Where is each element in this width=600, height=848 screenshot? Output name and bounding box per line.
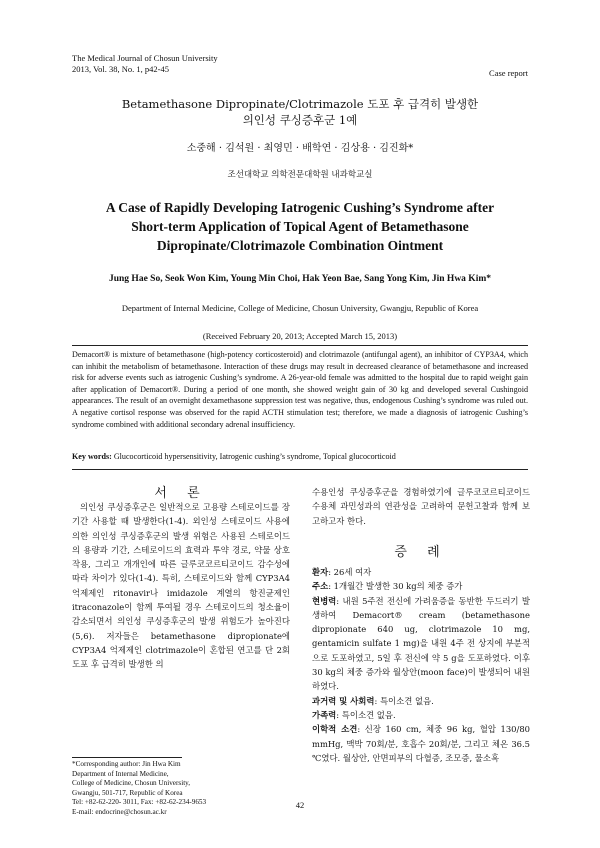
case-details <box>312 565 530 765</box>
abstract-bottom-rule <box>72 469 528 470</box>
intro-continuation-column <box>312 485 530 528</box>
journal-citation <box>72 53 218 75</box>
footnote-dept: Department of Internal Medicine, <box>72 769 169 778</box>
received-dates: (Received February 20, 2013; Accepted March 15, 2013) <box>202 331 398 341</box>
korean-title <box>60 96 540 128</box>
english-title-line3: Dipropinate/Clotrimazole Combination Ointment <box>156 238 444 253</box>
case-item-past-history: 과거력 및 사회력: 특이소견 없음. <box>312 695 434 706</box>
abstract-text: Demacort® is mixture of betamethasone (high-potency corticosteroid) and clotrimazole (antifungal agent), an inhibitor of CYP3A4, which can inhibit the metabolism of betamethasone. Interaction of these drugs may result in decreased clearance of betamethasone and increased risk for adverse events such as iatrogenic Cushing’s syndrome. A 26-year-old female was admitted to the hospital due to rapid weight gain after application of Demacort®. During a period of one month, she showed weight gain of 30 kg and developed several Cushingoid appearances. The result of an overnight dexamethasone suppression test was negative, thus, endogenous Cushing’s syndrome was ruled out. A negative cortisol response was observed for the rapid ACTH stimulation test; therefore, we made a diagnosis of iatrogenic Cushing’s syndrome combined with additional secondary adrenal insufficiency. <box>72 350 528 429</box>
case-item-present-illness: 현병력: 내원 5주전 전신에 가려움증을 동반한 두드러기 발생하여 Demacort® cream (betamethasone dipropionate 640 ug, clotrimazole 10 mg, gentamicin sulfate 1 mg)을 내원 4주 전 상지에 부분적으로 도포하였고, 5일 후 전신에 약 5 g을 도포하였다. 이후 30 kg의 체중 증가와 월상안(moon face)이 발생되어 내원하였다. <box>312 595 530 692</box>
english-title-line2: Short-term Application of Topical Agent of Betamethasone <box>131 219 469 234</box>
case-item-family-history: 가족력: 특이소견 없음. <box>312 709 396 720</box>
footnote-phone: Tel: +82-62-220- 3011, Fax: +82-62-234-9653 <box>72 798 207 807</box>
article-type-label: Case report <box>489 68 528 78</box>
english-title-line1: A Case of Rapidly Developing Iatrogenic Cushing’s Syndrome after <box>105 200 495 215</box>
english-authors: Jung Hae So, Seok Won Kim, Young Min Choi, Hak Yeon Bae, Sang Yong Kim, Jin Hwa Kim* <box>108 274 491 284</box>
journal-name: The Medical Journal of Chosun University <box>72 53 218 63</box>
footnote-college: College of Medicine, Chosun University, <box>72 779 191 788</box>
case-heading: 증 례 <box>394 545 448 560</box>
korean-affiliation: 조선대학교 의학전문대학원 내과학교실 <box>227 170 373 180</box>
korean-title-line1: Betamethasone Dipropinate/Clotrimazole 도포 후 급격히 발생한 <box>121 97 479 111</box>
korean-title-line2: 의인성 쿠싱증후군 1예 <box>242 113 358 127</box>
footnote-rule <box>72 757 182 758</box>
case-item-physical-exam: 이학적 소견: 신장 160 cm, 체중 96 kg, 혈압 130/80 mmHg, 맥박 70회/분, 호흡수 20회/분, 그리고 체온 36.5 ℃였다. 월상안, 안면피부의 다혈증, 조모증, 물소혹 <box>312 724 530 763</box>
footnote-email: E-mail: endocrine@chosun.ac.kr <box>72 807 167 816</box>
intro-column <box>72 500 290 672</box>
footnote-address: Gwangju, 501-717, Republic of Korea <box>72 788 183 797</box>
case-item-patient: 환자: 26세 여자 <box>312 567 372 577</box>
abstract-top-rule <box>72 345 528 346</box>
keywords <box>72 451 528 463</box>
journal-volume: 2013, Vol. 38, No. 1, p42-45 <box>72 64 169 74</box>
intro-continuation: 수용인성 쿠싱증후군을 경험하였기에 글루코코르티코이드수용체 과민성과의 연관성을 고려하여 문헌고찰과 함께 보고하고자 한다. <box>312 487 530 526</box>
page-number: 42 <box>295 800 305 810</box>
english-affiliation: Department of Internal Medicine, College of Medicine, Chosun University, Gwangju, Republic of Korea <box>121 303 479 313</box>
english-title <box>60 198 540 255</box>
case-item-chief-complaint: 주소: 1개월간 발생한 30 kg의 체중 증가 <box>312 581 463 592</box>
intro-paragraph: 의인성 쿠싱증후군은 일반적으로 고용량 스테로이드를 장기간 사용할 때 발생한다(1-4). 외인성 스테로이드 사용에 의한 의인성 쿠싱증후군의 발생 위험은 사용된 스테로이드의 용량과 기간, 스테로이드의 효력과 투약 경로, 약물 상호작용, 그리고 개개인에 따른 글루코코르티코이드 감수성에 따라 차이가 있다(1-4). 특히, 스테로이드와 함께 CYP3A4 억제제인 ritonavir나 imidazole 계열의 항진균제인 itraconazole이 함께 투여될 경우 스테로이드의 청소율이 감소되면서 의인성 쿠싱증후군의 발생 위험도가 높아진다(5,6). 저자들은 betamethasone dipropionate에 CYP3A4 억제제인 clotrimazole이 혼합된 연고를 단 2회 도포 후 급격히 발생한 의 <box>72 502 290 670</box>
korean-authors: 소중해 · 김석원 · 최영민 · 배학연 · 김상용 · 김진화* <box>186 143 414 154</box>
keywords-text: Glucocorticoid hypersensitivity, Iatrogenic cushing’s syndrome, Topical glucocorticoid <box>113 452 396 461</box>
intro-heading: 서 론 <box>154 486 208 501</box>
footnote-author: *Corresponding author: Jin Hwa Kim <box>72 760 181 768</box>
keywords-label: Key words: <box>72 452 112 461</box>
